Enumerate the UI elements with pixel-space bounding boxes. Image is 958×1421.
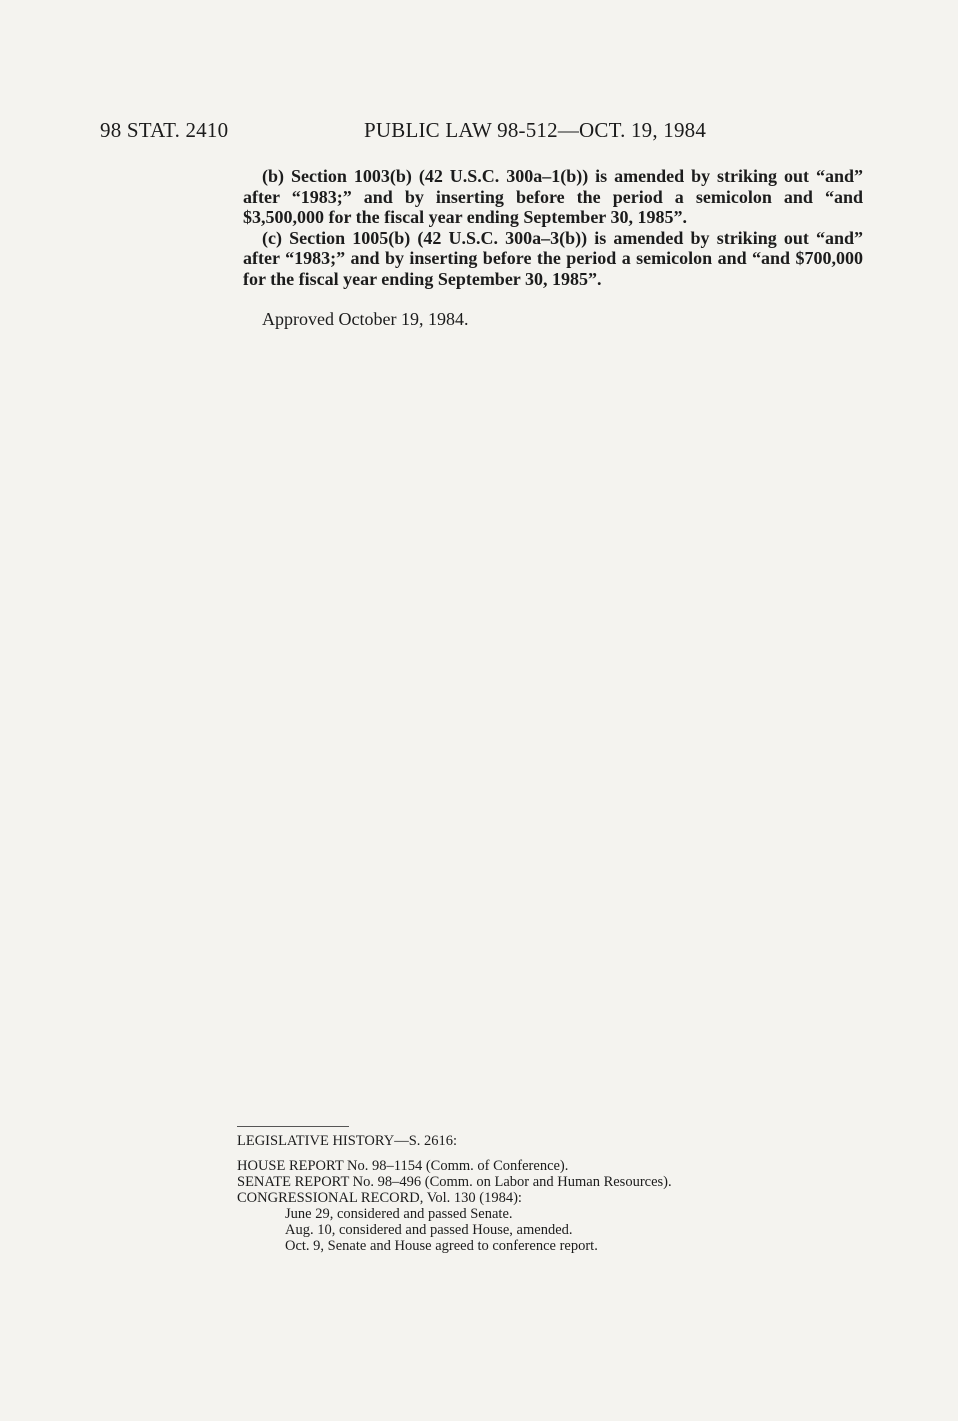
paragraph-c: (c) Section 1005(b) (42 U.S.C. 300a–3(b)) is amended by striking out “and” after “1983;” and by inserting before the period a semicolon and “and $700,000 for the fiscal year ending September 30, 1985”. — [243, 227, 863, 289]
house-report: HOUSE REPORT No. 98–1154 (Comm. of Conference). — [237, 1158, 569, 1174]
stat-page-number: 98 STAT. 2410 — [100, 118, 229, 142]
running-header: PUBLIC LAW 98-512—OCT. 19, 1984 — [364, 118, 707, 142]
history-entry: Aug. 10, considered and passed House, amended. — [285, 1222, 573, 1238]
history-title: LEGISLATIVE HISTORY—S. 2616: — [237, 1133, 458, 1149]
approval-line: Approved October 19, 1984. — [262, 309, 469, 329]
history-divider — [237, 1126, 349, 1127]
legislative-history — [237, 1133, 797, 1254]
statute-body — [243, 166, 863, 289]
paragraph-b: (b) Section 1003(b) (42 U.S.C. 300a–1(b)) is amended by striking out “and” after “1983;” and by inserting before the period a semicolon and “and $3,500,000 for the fiscal year ending September 30, 1985”. — [243, 166, 863, 227]
senate-report: SENATE REPORT No. 98–496 (Comm. on Labor and Human Resources). — [237, 1174, 672, 1190]
congressional-record: CONGRESSIONAL RECORD, Vol. 130 (1984): — [237, 1190, 522, 1206]
history-entry: June 29, considered and passed Senate. — [285, 1206, 513, 1222]
history-entry: Oct. 9, Senate and House agreed to conference report. — [285, 1238, 598, 1254]
